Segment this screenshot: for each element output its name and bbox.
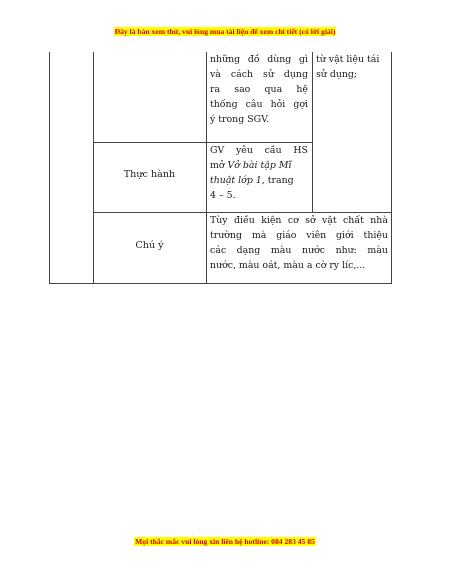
practice-line-3: thuật lớp 1, trang xyxy=(210,175,294,186)
lesson-table xyxy=(49,52,392,284)
practice-content-cell xyxy=(210,143,308,203)
table-border-left xyxy=(49,52,50,284)
practice-line-4: 4 – 5. xyxy=(210,190,236,201)
preview-banner xyxy=(0,27,450,36)
table-border-right xyxy=(391,52,392,284)
hotline-banner-text: Mọi thắc mắc vui lòng xin liên hệ hotline: 084 283 45 85 xyxy=(135,537,315,546)
table-divider-3 xyxy=(312,52,313,212)
note-label: Chú ý xyxy=(135,240,164,251)
note-content-line: Tùy điều kiện cơ sở vật chất nhà xyxy=(210,215,388,226)
table-border-bottom xyxy=(49,283,392,284)
intro-line: ý trong SGV. xyxy=(210,114,270,125)
intro-line: ra sao qua hệ xyxy=(210,84,308,95)
note-content-cell xyxy=(210,213,388,273)
note-content-line: nước, màu oát, màu a cờ ry líc,... xyxy=(210,260,366,271)
workbook-title: Vở bài tập Mĩ xyxy=(227,160,292,171)
practice-line-1: GV yêu cầu HS xyxy=(210,145,308,156)
practice-line-2: mở Vở bài tập Mĩ xyxy=(210,160,292,171)
preview-banner-text: Đây là bản xem thử, vui lòng mua tài liệu để xem chi tiết (có lời giải) xyxy=(114,27,336,36)
note-line: sử dụng; xyxy=(316,69,358,80)
intro-note-cell xyxy=(316,52,388,82)
intro-content-cell xyxy=(210,52,308,127)
workbook-title-cont: thuật lớp 1, xyxy=(210,175,265,186)
note-line: từ vật liệu tái xyxy=(316,54,380,65)
intro-line: thống câu hỏi gợi xyxy=(210,99,308,110)
table-divider-2 xyxy=(206,52,207,284)
intro-line: và cách sử dụng xyxy=(210,69,308,80)
practice-label: Thực hành xyxy=(123,169,176,180)
hotline-banner xyxy=(0,537,450,546)
note-content-line: các dạng màu nước như: màu xyxy=(210,245,388,256)
note-content-line: trường mà giáo viên giới thiệu xyxy=(210,230,388,241)
intro-line: những đồ dùng gì xyxy=(210,54,308,65)
